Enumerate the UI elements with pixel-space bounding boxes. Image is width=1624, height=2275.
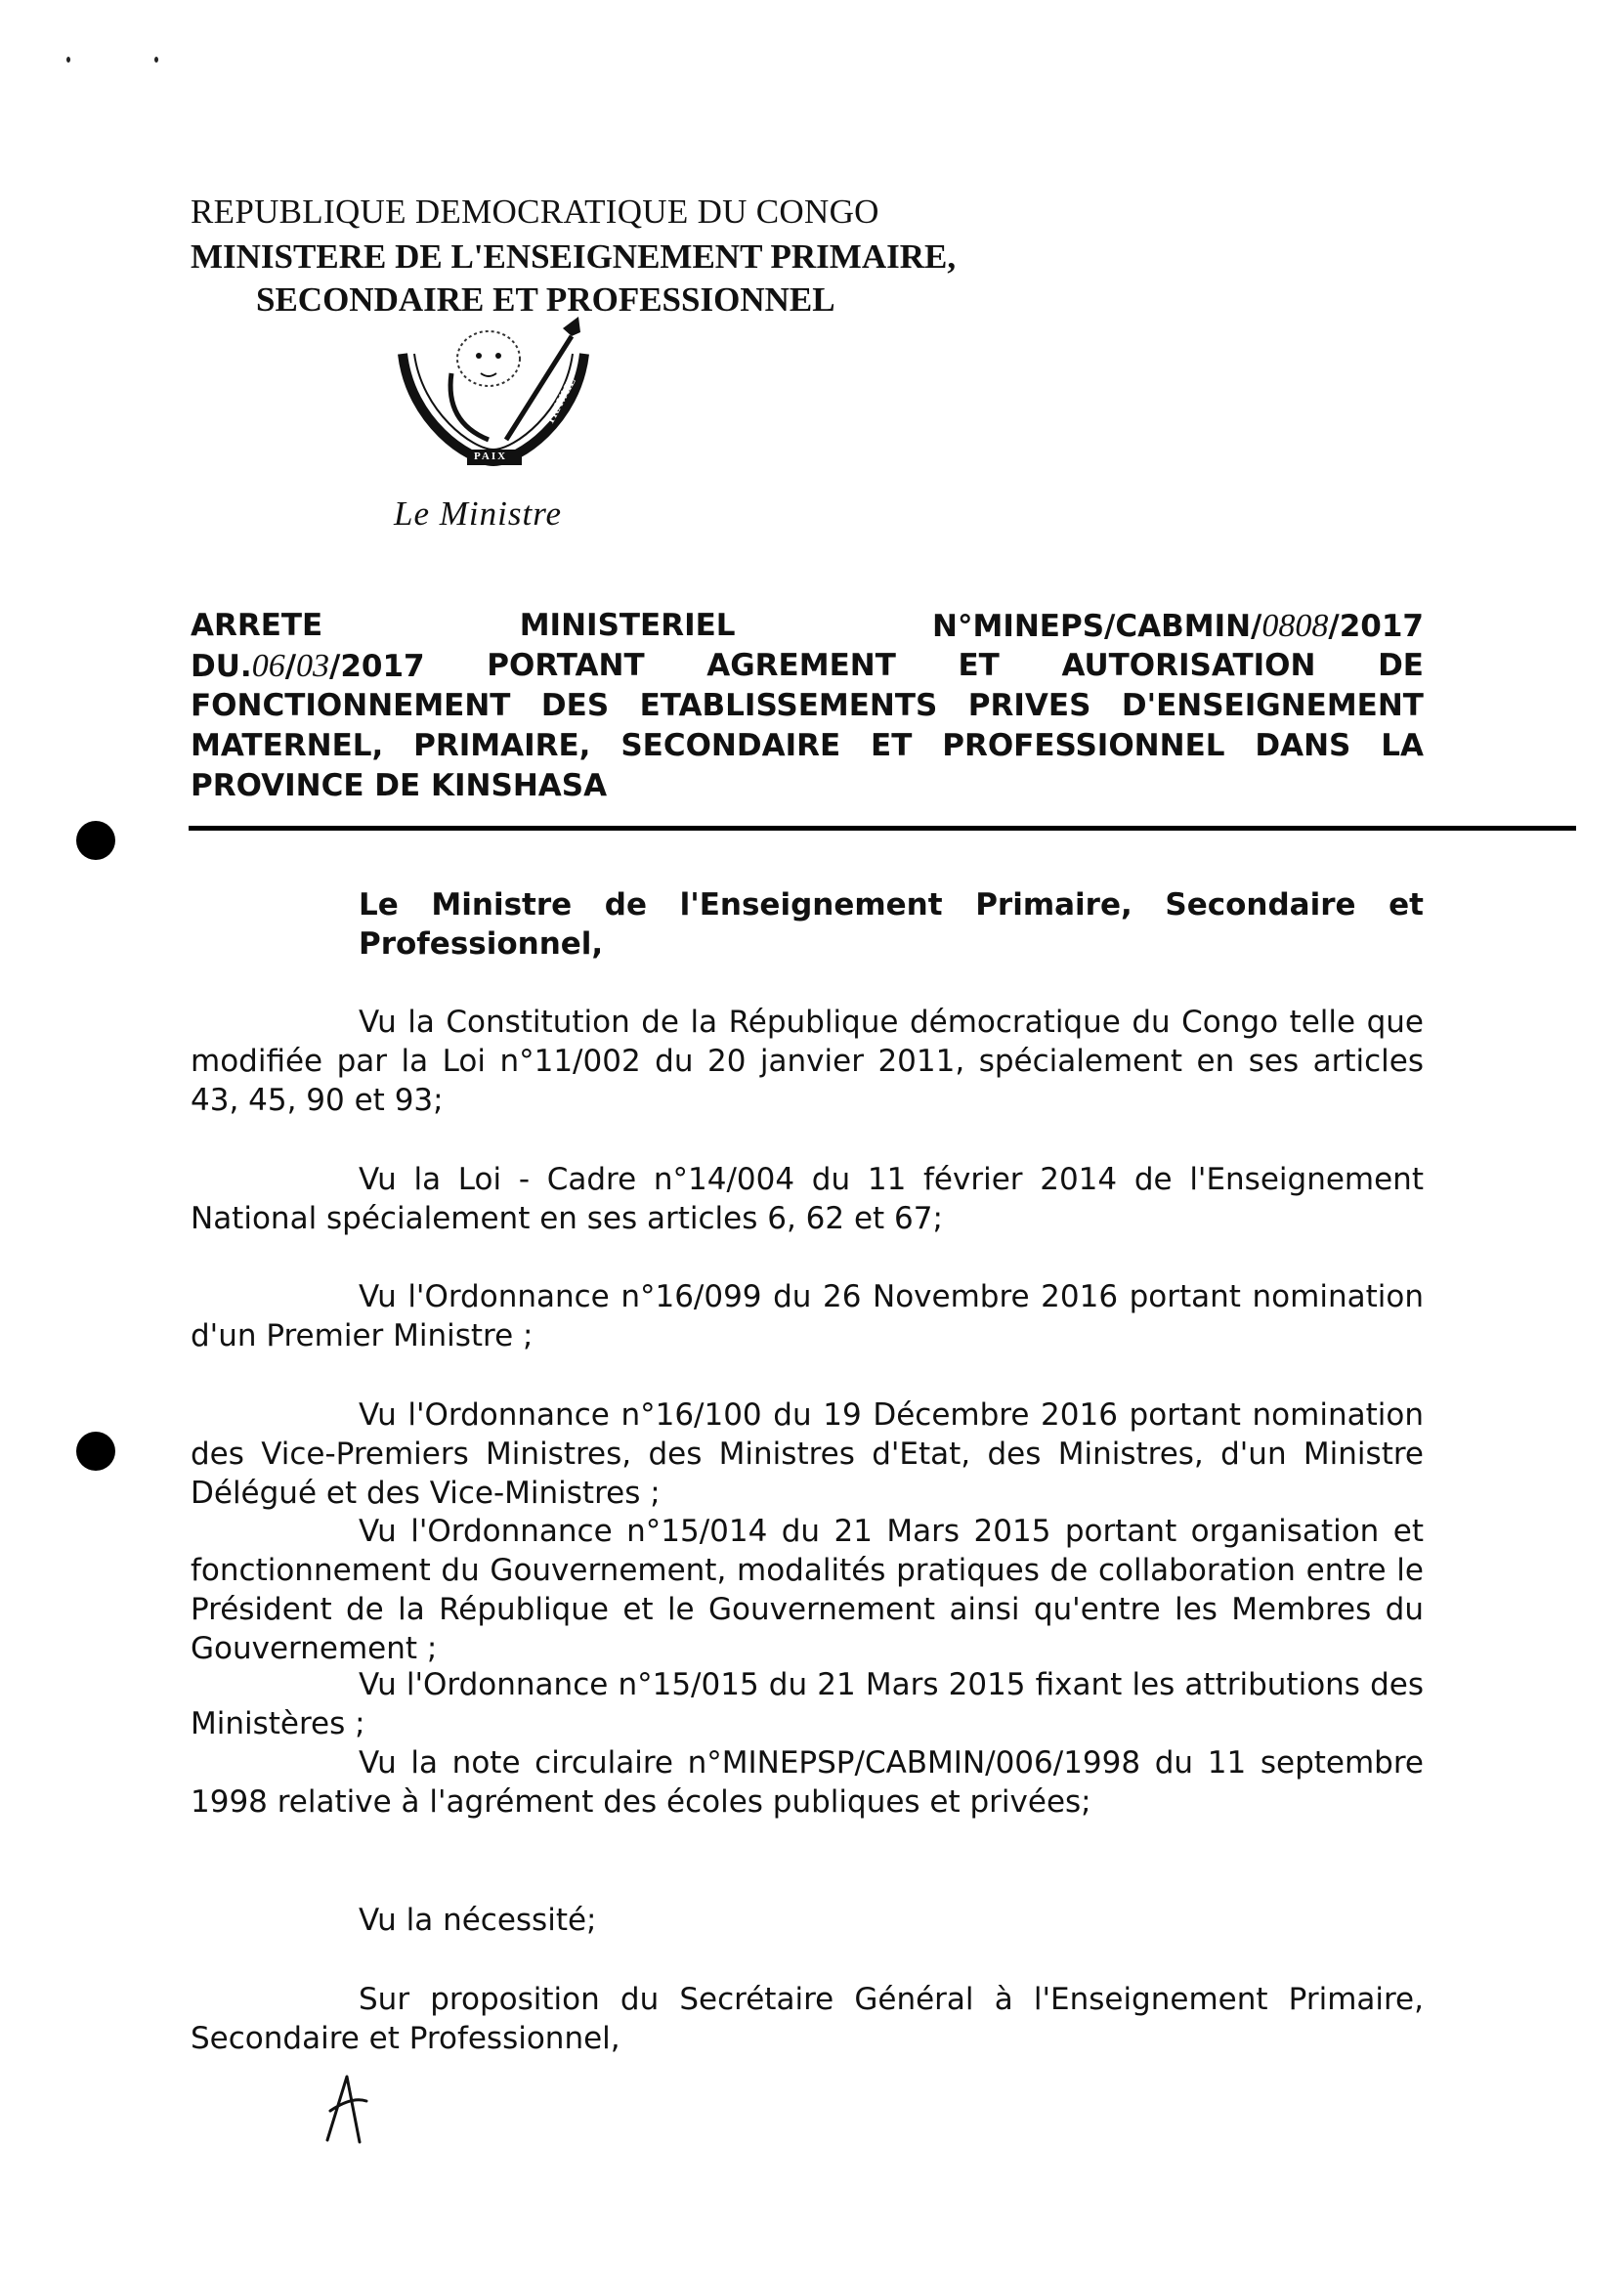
minister-label: Le Ministre [394, 494, 563, 533]
title-word: PROFESSIONNEL [942, 728, 1225, 763]
decree-reference [932, 606, 1424, 646]
decree-date [191, 646, 425, 686]
paragraph-proposition: Sur proposition du Secrétaire Général à l'Enseignement Primaire, Secondaire et Professionnel, [191, 1982, 1424, 2056]
title-word: ET [871, 728, 913, 763]
title-word: DES [540, 688, 610, 723]
title-word: PRIMAIRE, [413, 728, 591, 763]
decree-ref-prefix: N°MINEPS/CABMIN/ [932, 609, 1262, 644]
ministry-name-line1: MINISTERE DE L'ENSEIGNEMENT PRIMAIRE, [191, 237, 957, 276]
handwritten-initial [322, 2072, 371, 2145]
date-prefix: DU. [191, 649, 252, 684]
title-word: SECONDAIRE [620, 728, 841, 763]
title-word: DE [1378, 648, 1424, 683]
paragraph-ordonnance-16-099: Vu l'Ordonnance n°16/099 du 26 Novembre 2016 portant nomination d'un Premier Ministre ; [191, 1279, 1424, 1353]
title-word: MATERNEL, [191, 728, 384, 763]
scan-speck [66, 57, 70, 63]
title-word: FONCTIONNEMENT [191, 688, 511, 723]
title-word: LA [1381, 728, 1424, 763]
date-year: /2017 [329, 649, 425, 684]
title-word: AUTORISATION [1061, 648, 1316, 683]
paragraph-loi-cadre: Vu la Loi - Cadre n°14/004 du 11 février 2014 de l'Enseignement National spécialement en ses articles 6, 62 et 67; [191, 1162, 1424, 1236]
title-word: PRIVES [967, 688, 1091, 723]
emblem-word-paix: PAIX [474, 451, 508, 462]
scan-speck [154, 57, 158, 63]
decree-number-handwritten: 0808 [1261, 608, 1329, 644]
emblem-word-justice: JUSTICE [384, 371, 420, 422]
paragraph-ordonnance-15-015: Vu l'Ordonnance n°15/015 du 21 Mars 2015 fixant les attributions des Ministères ; [191, 1667, 1424, 1741]
title-word-arrete: ARRETE [191, 608, 323, 643]
emblem-word-travail: TRAVAIL [542, 374, 578, 427]
title-word-ministeriel: MINISTERIEL [519, 608, 736, 643]
ministry-name-line2: SECONDAIRE ET PROFESSIONNEL [256, 280, 835, 319]
paragraph-constitution: Vu la Constitution de la République démocratique du Congo telle que modifiée par la Loi n°11/002 du 20 janvier 2011, spécialement en ses articles 43, 45, 90 et 93; [191, 1005, 1424, 1118]
punch-hole-top [76, 821, 115, 860]
decree-ref-suffix: /2017 [1328, 609, 1424, 644]
title-word: D'ENSEIGNEMENT [1121, 688, 1424, 723]
punch-hole-middle [76, 1432, 115, 1471]
title-word: PORTANT [487, 648, 645, 683]
paragraph-ordonnance-15-014: Vu l'Ordonnance n°15/014 du 21 Mars 2015 portant organisation et fonctionnement du Gouvernement, modalités pratiques de collaboration entre le Président de la République et le Gouvernement ainsi qu'entre les Membres du Gouvernement ; [191, 1514, 1424, 1666]
title-line-province: PROVINCE DE KINSHASA [191, 768, 608, 803]
title-word: ETABLISSEMENTS [639, 688, 938, 723]
paragraph-necessite: Vu la nécessité; [359, 1903, 597, 1938]
title-divider-rule [189, 826, 1576, 831]
paragraph-ordonnance-16-100: Vu l'Ordonnance n°16/100 du 19 Décembre 2016 portant nomination des Vice-Premiers Ministres, des Ministres d'Etat, des Ministres, d'un Ministre Délégué et des Vice-Ministres ; [191, 1397, 1424, 1511]
title-word: AGREMENT [706, 648, 896, 683]
date-day-handwritten: 06 [251, 648, 285, 684]
title-word: DANS [1255, 728, 1351, 763]
minister-heading: Le Ministre de l'Enseignement Primaire, Secondaire et Professionnel, [359, 887, 1424, 962]
republic-name: REPUBLIQUE DEMOCRATIQUE DU CONGO [191, 193, 879, 231]
date-separator: / [284, 649, 297, 684]
title-word: ET [958, 648, 1000, 683]
date-month-handwritten: 03 [296, 648, 330, 684]
decree-title [191, 606, 1424, 806]
paragraph-note-circulaire: Vu la note circulaire n°MINEPSP/CABMIN/006/1998 du 11 septembre 1998 relative à l'agrément des écoles publiques et privées; [191, 1745, 1424, 1820]
